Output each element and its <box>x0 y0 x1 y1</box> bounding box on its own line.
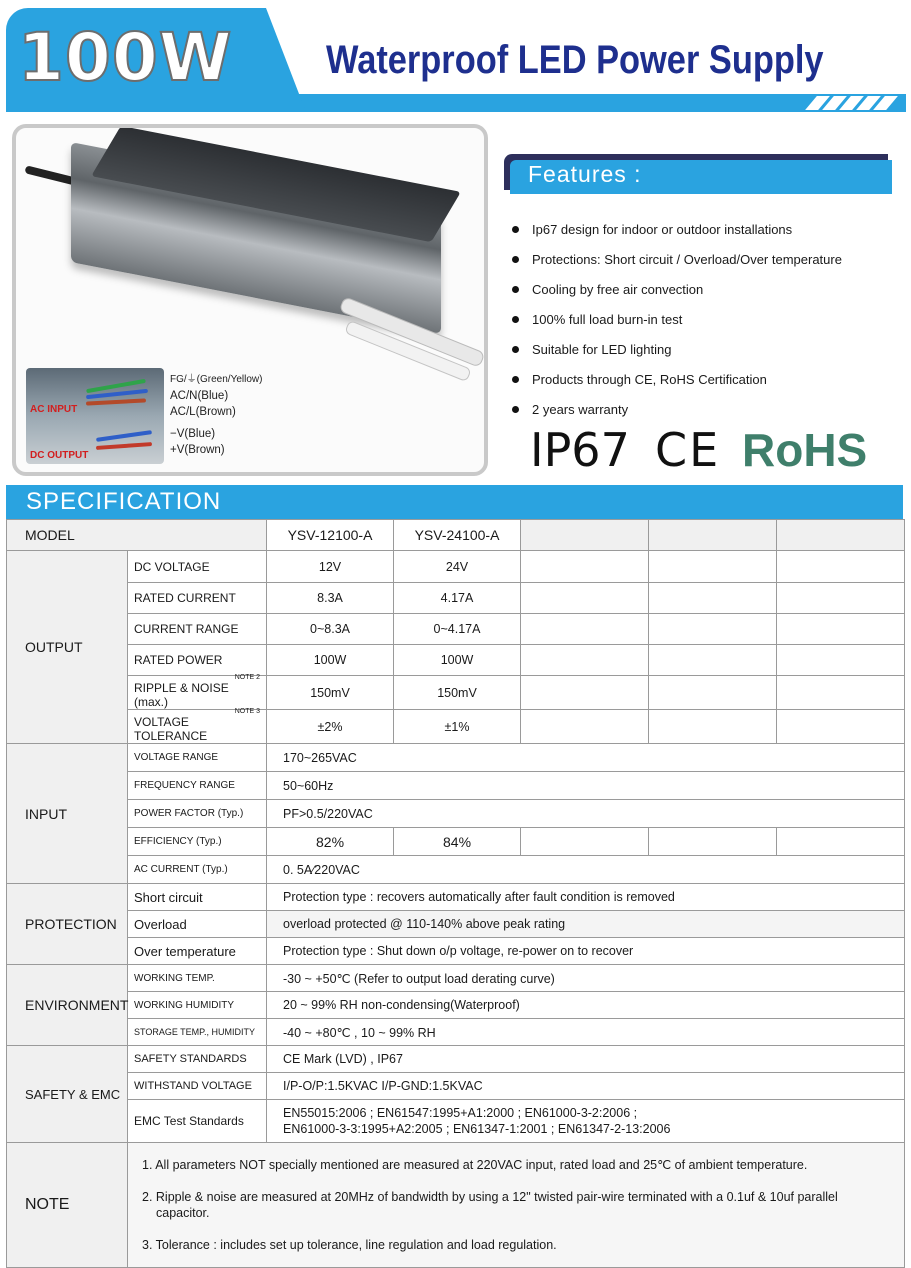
table-row <box>7 614 905 645</box>
product-photo-panel <box>12 124 488 476</box>
spec-value: 4.17A <box>394 583 521 614</box>
spec-value: -30 ~ +50℃ (Refer to output load derating curve) <box>267 965 905 992</box>
page-header <box>0 0 911 118</box>
param-label: DC VOLTAGE <box>128 551 267 583</box>
table-row <box>7 551 905 583</box>
param-label: EMC Test Standards <box>128 1100 267 1143</box>
param-text: VOLTAGE TOLERANCE <box>134 715 208 743</box>
table-row <box>7 676 905 710</box>
model-name: YSV-12100-A <box>267 520 394 551</box>
table-row <box>7 1073 905 1100</box>
ip67-logo: IP67 <box>530 423 630 477</box>
table-row <box>7 744 905 772</box>
wiring-ac-n: AC/N(Blue) <box>170 390 229 402</box>
param-label: SAFETY STANDARDS <box>128 1046 267 1073</box>
note-item: 1. All parameters NOT specially mentioned are measured at 220VAC input, rated load and 25℃ of ambient temperature. <box>142 1158 808 1172</box>
spec-value: PF>0.5/220VAC <box>267 800 905 828</box>
spec-value: 82% <box>267 828 394 856</box>
table-row <box>7 911 905 938</box>
note-item: 3. Tolerance : includes set up tolerance, line regulation and load regulation. <box>142 1238 557 1252</box>
spec-value: 170~265VAC <box>267 744 905 772</box>
wiring-fg: FG/⏚(Green/Yellow) <box>170 374 263 385</box>
table-row <box>7 992 905 1019</box>
wiring-neg: −V(Blue) <box>170 428 216 440</box>
table-row <box>7 800 905 828</box>
param-label: Short circuit <box>128 884 267 911</box>
environment-group-label: ENVIRONMENT <box>7 965 128 1046</box>
param-label: FREQUENCY RANGE <box>128 772 267 800</box>
param-label: STORAGE TEMP., HUMIDITY <box>128 1019 267 1046</box>
spec-value: 150mV <box>394 676 521 710</box>
feature-item: Cooling by free air convection <box>512 280 842 310</box>
param-label: EFFICIENCY (Typ.) <box>128 828 267 856</box>
note-group-label: NOTE <box>7 1143 128 1268</box>
table-row <box>7 645 905 676</box>
spec-value: 0~4.17A <box>394 614 521 645</box>
param-text: RIPPLE & NOISE (max.) <box>134 681 229 709</box>
spec-value: 12V <box>267 551 394 583</box>
table-row <box>7 938 905 965</box>
rohs-logo: RoHS <box>742 424 868 476</box>
note-content <box>128 1143 905 1268</box>
table-row <box>7 1100 905 1143</box>
spec-value: CE Mark (LVD) , IP67 <box>267 1046 905 1073</box>
spec-value: 0~8.3A <box>267 614 394 645</box>
spec-value: Protection type : recovers automatically after fault condition is removed <box>267 884 905 911</box>
param-label: CURRENT RANGE <box>128 614 267 645</box>
spec-value: ±1% <box>394 710 521 744</box>
feature-item: 2 years warranty <box>512 400 842 430</box>
wiring-ac-l: AC/L(Brown) <box>170 406 236 418</box>
page-title: Waterproof LED Power Supply <box>326 38 824 82</box>
spec-value: Protection type : Shut down o/p voltage, re-power on to recover <box>267 938 905 965</box>
param-label: Overload <box>128 911 267 938</box>
spec-value: 150mV <box>267 676 394 710</box>
table-row <box>7 965 905 992</box>
spec-value: 100W <box>267 645 394 676</box>
output-group-label: OUTPUT <box>7 551 128 744</box>
table-row <box>7 856 905 884</box>
param-label: RATED POWER <box>128 645 267 676</box>
wire-closeup-image <box>26 368 164 464</box>
feature-item: Products through CE, RoHS Certification <box>512 370 842 400</box>
emc-line: EN55015:2006 ; EN61547:1995+A1:2000 ; EN61000-3-2:2006 ; <box>283 1106 638 1120</box>
param-label: WORKING TEMP. <box>128 965 267 992</box>
feature-item: 100% full load burn-in test <box>512 310 842 340</box>
param-label: RATED CURRENT <box>128 583 267 614</box>
note-item: 2. Ripple & noise are measured at 20MHz of bandwidth by using a 12" twisted pair-wire terminated with a 0.1uf & 10uf parallel capacitor. <box>142 1190 838 1220</box>
spec-value: 50~60Hz <box>267 772 905 800</box>
ac-input-label: AC INPUT <box>30 404 78 415</box>
spec-value <box>267 1100 905 1143</box>
feature-item: Suitable for LED lighting <box>512 340 842 370</box>
param-label <box>128 710 267 744</box>
table-row <box>7 1019 905 1046</box>
param-label: AC CURRENT (Typ.) <box>128 856 267 884</box>
feature-item: Protections: Short circuit / Overload/Over temperature <box>512 250 842 280</box>
spec-value: 8.3A <box>267 583 394 614</box>
param-label: POWER FACTOR (Typ.) <box>128 800 267 828</box>
dc-output-label: DC OUTPUT <box>30 450 89 461</box>
table-row <box>7 583 905 614</box>
table-row <box>7 1046 905 1073</box>
param-label: WITHSTAND VOLTAGE <box>128 1073 267 1100</box>
param-label <box>128 676 267 710</box>
param-label: VOLTAGE RANGE <box>128 744 267 772</box>
spec-value: overload protected @ 110-140% above peak rating <box>267 911 905 938</box>
wattage-badge: 100W <box>18 19 233 96</box>
table-row <box>7 884 905 911</box>
model-row <box>7 520 905 551</box>
spec-value: 100W <box>394 645 521 676</box>
input-group-label: INPUT <box>7 744 128 884</box>
spec-table <box>6 519 905 1268</box>
safety-group-label: SAFETY & EMC <box>7 1046 128 1143</box>
features-title: Features : <box>528 161 642 187</box>
spec-value: -40 ~ +80℃ , 10 ~ 99% RH <box>267 1019 905 1046</box>
ce-logo: CE <box>655 423 721 477</box>
features-list <box>512 220 842 430</box>
spec-value: 20 ~ 99% RH non-condensing(Waterproof) <box>267 992 905 1019</box>
spec-value: I/P-O/P:1.5KVAC I/P-GND:1.5KVAC <box>267 1073 905 1100</box>
feature-item: Ip67 design for indoor or outdoor installations <box>512 220 842 250</box>
spec-value: 0. 5A∕220VAC <box>267 856 905 884</box>
header-stripes <box>811 96 901 110</box>
note-ref: NOTE 2 <box>234 674 261 681</box>
param-label: WORKING HUMIDITY <box>128 992 267 1019</box>
table-row <box>7 828 905 856</box>
note-ref: NOTE 3 <box>234 708 261 715</box>
emc-line: EN61000-3-3:1995+A2:2005 ; EN61347-1:2001 ; EN61347-2-13:2006 <box>283 1122 671 1136</box>
table-row <box>7 1143 905 1268</box>
wiring-pos: +V(Brown) <box>170 444 225 456</box>
param-label: Over temperature <box>128 938 267 965</box>
spec-value: 24V <box>394 551 521 583</box>
table-row <box>7 772 905 800</box>
protection-group-label: PROTECTION <box>7 884 128 965</box>
table-row <box>7 710 905 744</box>
spec-title: SPECIFICATION <box>26 488 222 515</box>
model-label: MODEL <box>7 520 267 551</box>
spec-value: ±2% <box>267 710 394 744</box>
spec-value: 84% <box>394 828 521 856</box>
model-name: YSV-24100-A <box>394 520 521 551</box>
wiring-legend <box>170 372 262 458</box>
